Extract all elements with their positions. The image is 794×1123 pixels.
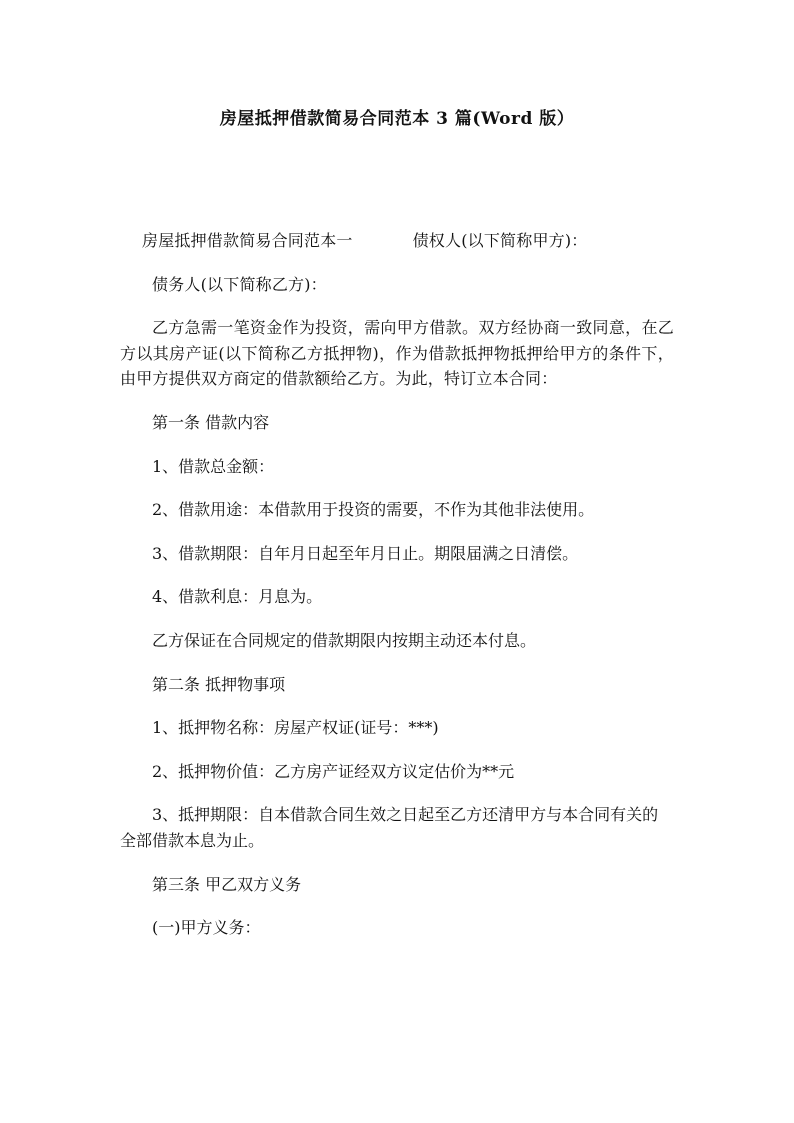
intro-paragraph: 乙方急需一笔资金作为投资，需向甲方借款。双方经协商一致同意，在乙方以其房产证(以下简称乙方抵押物)，作为借款抵押物抵押给甲方的条件下，由甲方提供双方商定的借款额给乙方。为此，特订立本合同： bbox=[120, 318, 674, 389]
article-1-note: 乙方保证在合同规定的借款期限内按期主动还本付息。 bbox=[152, 630, 537, 650]
document-body bbox=[120, 228, 674, 959]
article-2-title: 第二条 抵押物事项 bbox=[152, 674, 286, 694]
article-2-item: 3、抵押期限：自本借款合同生效之日起至乙方还清甲方与本合同有关的全部借款本息为止。 bbox=[120, 805, 659, 850]
creditor-label: 债权人(以下简称甲方)： bbox=[412, 231, 588, 250]
debtor-line: 债务人(以下简称乙方)： bbox=[152, 274, 327, 294]
article-2-item: 1、抵押物名称：房屋产权证(证号：***) bbox=[152, 718, 439, 738]
article-1-list bbox=[120, 454, 674, 610]
article-2-list bbox=[120, 715, 674, 853]
article-3-sub: (一)甲方义务： bbox=[152, 918, 261, 938]
article-1-item: 1、借款总金额： bbox=[152, 456, 275, 476]
article-3-title: 第三条 甲乙双方义务 bbox=[152, 874, 302, 894]
article-1-title: 第一条 借款内容 bbox=[152, 412, 270, 432]
article-1-item: 3、借款期限：自年月日起至年月日止。期限届满之日清偿。 bbox=[152, 543, 579, 563]
article-2-item: 2、抵押物价值：乙方房产证经双方议定估价为**元 bbox=[152, 761, 515, 781]
contract-name: 房屋抵押借款简易合同范本一 bbox=[142, 231, 353, 250]
article-1-item: 2、借款用途：本借款用于投资的需要，不作为其他非法使用。 bbox=[152, 500, 595, 520]
article-1-item: 4、借款利息：月息为。 bbox=[152, 587, 323, 607]
intro-line bbox=[120, 228, 674, 254]
document-title: 房屋抵押借款简易合同范本 3 篇(Word 版） bbox=[219, 109, 575, 129]
